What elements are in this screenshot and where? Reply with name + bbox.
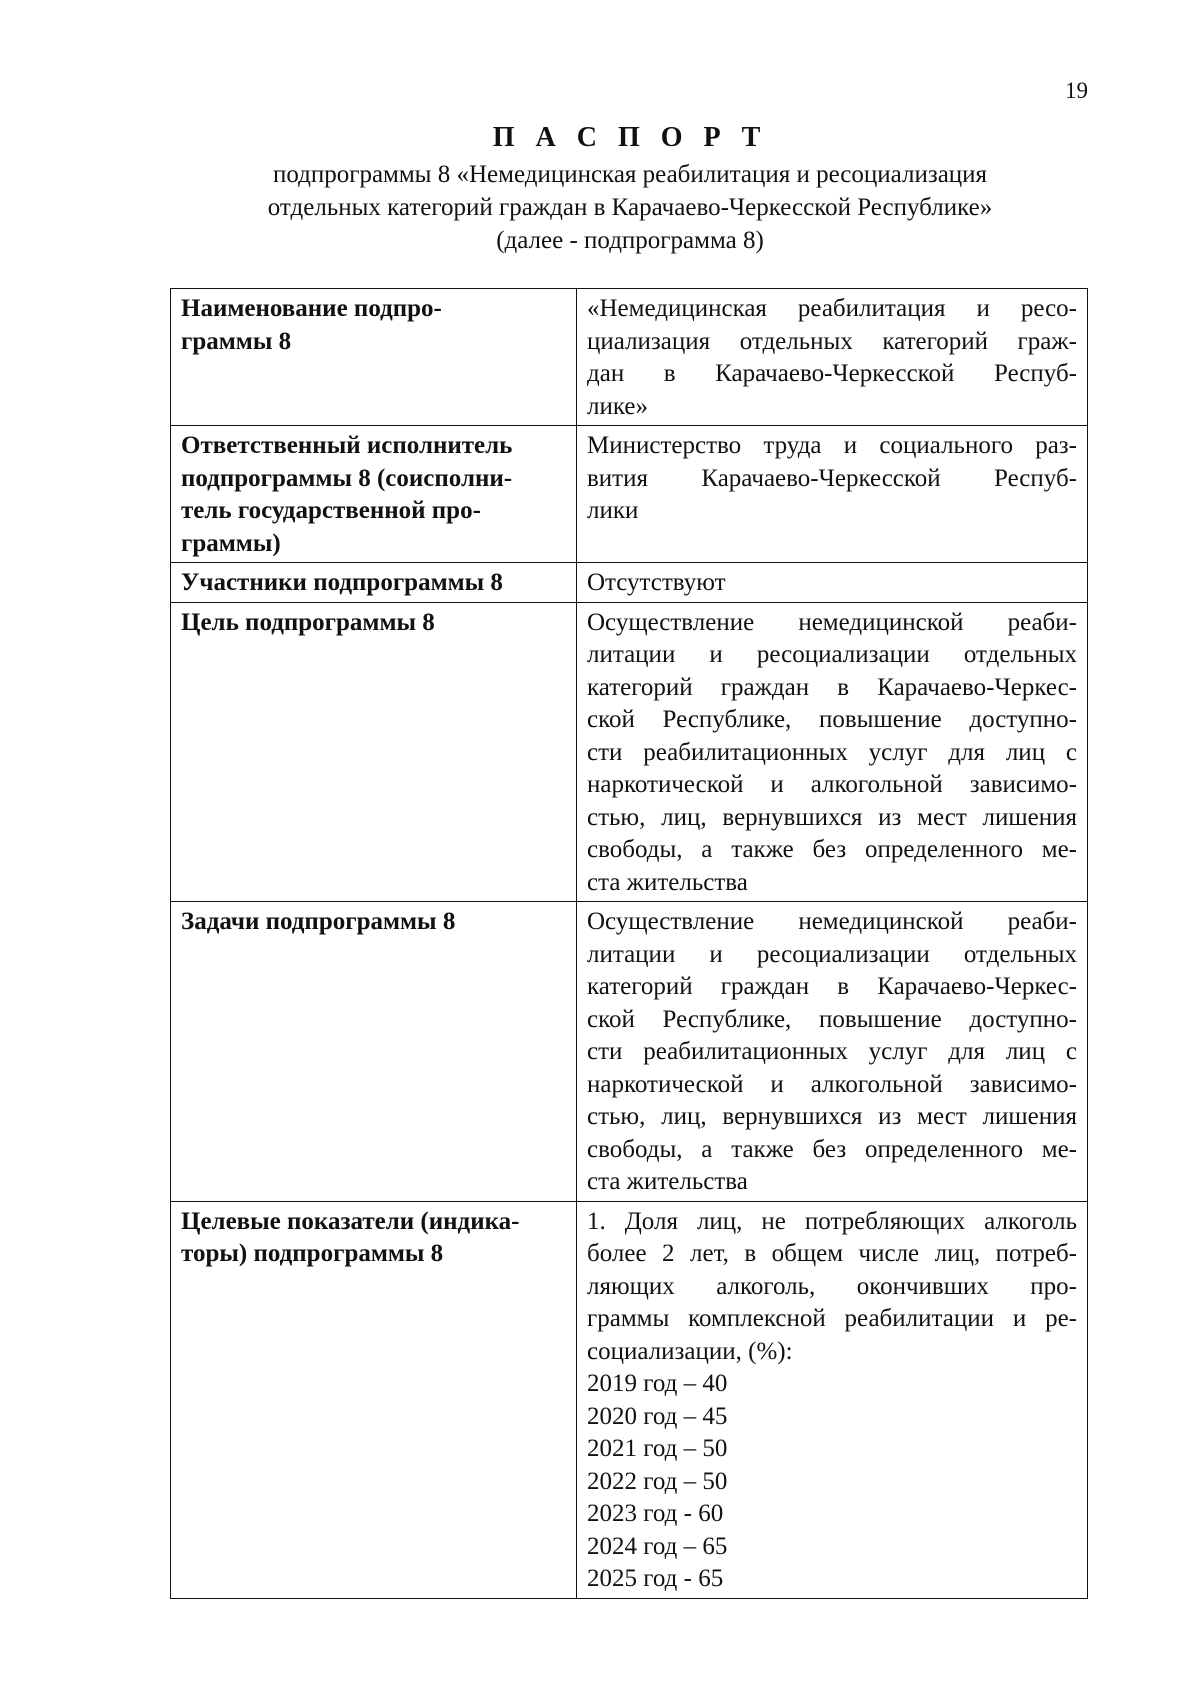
document-title: П А С П О Р Т <box>492 122 768 153</box>
row-value-line: граммы комплексной реабилитации и ре- <box>587 1305 1077 1332</box>
row-value-line: Осуществление немедицинской реаби- <box>587 608 1077 636</box>
row-value-line: сти реабилитационных услуг для лиц с <box>587 1038 1077 1065</box>
row-value-line: сти реабилитационных услуг для лиц с <box>587 738 1077 766</box>
row-value-cell <box>577 902 1088 1202</box>
row-value-cell <box>577 602 1088 902</box>
row-value-line: стью, лиц, вернувшихся из мест лишения <box>587 803 1077 831</box>
row-value-line: лике» <box>587 392 648 420</box>
row-value-line: свободы, а также без определенного ме- <box>587 1135 1077 1163</box>
row-label-cell <box>171 289 577 426</box>
row-value-line: ской Республике, повышение доступно- <box>587 706 1077 733</box>
row-label-line: Наименование подпро- <box>181 295 442 322</box>
row-value-cell <box>577 563 1088 603</box>
passport-table <box>170 288 1088 1599</box>
row-value-line: Осуществление немедицинской реаби- <box>587 908 1077 935</box>
row-label-cell <box>171 426 577 563</box>
row-value-line: 2025 год - 65 <box>587 1565 724 1592</box>
row-value-line: свободы, а также без определенного ме- <box>587 836 1077 863</box>
row-value-cell <box>577 426 1088 563</box>
table-row <box>171 602 1088 902</box>
row-label-line: Целевые показатели (индика- <box>181 1207 520 1235</box>
row-value-line: вития Карачаево-Черкесской Респуб- <box>587 464 1077 492</box>
row-label-line: Ответственный исполнитель <box>181 432 513 459</box>
row-value-line: ляющих алкоголь, окончивших про- <box>587 1272 1077 1300</box>
row-value-cell <box>577 289 1088 426</box>
row-value-line: наркотической и алкогольной зависимо- <box>587 771 1077 798</box>
row-value-line: литации и ресоциализации отдельных <box>587 940 1077 968</box>
document-subtitle <box>0 158 1200 257</box>
row-label-cell <box>171 902 577 1202</box>
row-label-line: Цель подпрограммы 8 <box>181 608 435 636</box>
row-value-line: Отсутствуют <box>587 569 726 596</box>
table-row <box>171 426 1088 563</box>
row-label-cell <box>171 1201 577 1598</box>
row-label-line: Задачи подпрограммы 8 <box>181 908 456 935</box>
row-label-cell <box>171 602 577 902</box>
table-row <box>171 563 1088 603</box>
row-value-line: 2024 год – 65 <box>587 1532 728 1560</box>
row-label-line: граммы 8 <box>181 327 292 355</box>
row-value-line: социализации, (%): <box>587 1337 793 1365</box>
row-value-line: литации и ресоциализации отдельных <box>587 641 1077 668</box>
table-row <box>171 1201 1088 1598</box>
subtitle-line: (далее - подпрограмма 8) <box>496 227 764 254</box>
row-value-line: более 2 лет, в общем числе лиц, потреб- <box>587 1240 1077 1267</box>
row-value-line: ста жительства <box>587 868 748 896</box>
row-value-line: циализация отдельных категорий граж- <box>587 327 1077 355</box>
row-label-line: подпрограммы 8 (соисполни- <box>181 464 513 492</box>
row-value-line: дан в Карачаево-Черкесской Респуб- <box>587 360 1077 387</box>
row-value-line: категорий граждан в Карачаево-Черкес- <box>587 673 1077 701</box>
page-number: 19 <box>1065 78 1088 103</box>
row-label-line: граммы) <box>181 529 281 557</box>
table-row <box>171 902 1088 1202</box>
row-value-line: наркотической и алкогольной зависимо- <box>587 1070 1077 1098</box>
row-value-line: 2022 год – 50 <box>587 1467 728 1495</box>
row-value-line: лики <box>587 497 639 524</box>
row-value-line: Министерство труда и социального раз- <box>587 432 1077 459</box>
row-value-line: 2020 год – 45 <box>587 1402 728 1430</box>
row-value-line: стью, лиц, вернувшихся из мест лишения <box>587 1103 1077 1130</box>
subtitle-line: отдельных категорий граждан в Карачаево-Черкесской Республике» <box>267 194 993 221</box>
row-label-cell <box>171 563 577 603</box>
row-value-line: ста жительства <box>587 1168 748 1195</box>
table-row <box>171 289 1088 426</box>
row-value-line: категорий граждан в Карачаево-Черкес- <box>587 973 1077 1000</box>
row-value-line: ской Республике, повышение доступно- <box>587 1005 1077 1033</box>
row-value-cell <box>577 1201 1088 1598</box>
row-value-line: 2021 год – 50 <box>587 1435 728 1462</box>
row-value-line: 1. Доля лиц, не потребляющих алкоголь <box>587 1207 1077 1235</box>
row-label-line: Участники подпрограммы 8 <box>181 569 503 596</box>
row-value-line: «Немедицинская реабилитация и ресо- <box>587 295 1077 322</box>
row-label-line: тель государственной про- <box>181 497 481 524</box>
row-value-line: 2019 год – 40 <box>587 1370 728 1397</box>
row-label-line: торы) подпрограммы 8 <box>181 1240 444 1267</box>
subtitle-line: подпрограммы 8 «Немедицинская реабилитация и ресоциализация <box>272 161 988 188</box>
row-value-line: 2023 год - 60 <box>587 1500 724 1527</box>
